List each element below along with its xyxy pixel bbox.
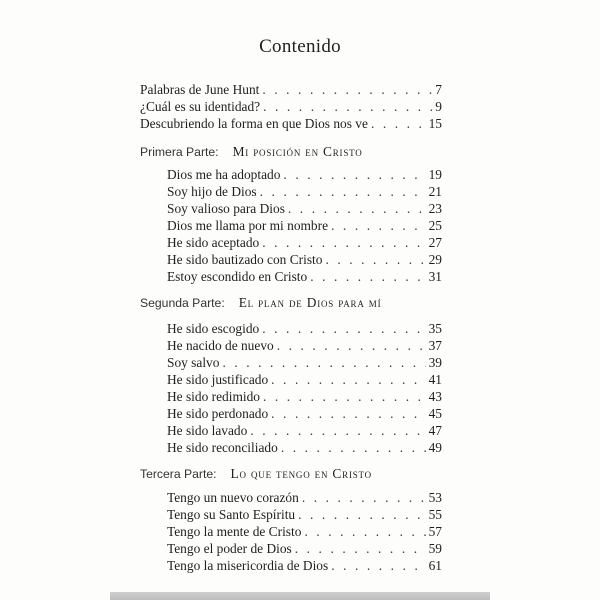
toc-entry-page: 9: [435, 99, 442, 114]
toc-entry-text: He sido justificado: [167, 372, 269, 387]
toc-entry-text: Palabras de June Hunt: [140, 82, 260, 97]
toc-entry: [167, 167, 442, 183]
toc-entry-text: Estoy escondido en Cristo: [167, 269, 308, 284]
page-title: Contenido: [259, 36, 341, 57]
toc-entry-text: Soy hijo de Dios: [167, 184, 257, 199]
toc-entry-page: 35: [428, 321, 442, 336]
part-heading: [140, 295, 381, 311]
toc-entry: [167, 440, 442, 456]
part-label: Tercera Parte:: [140, 467, 217, 481]
leader-dots: [262, 321, 425, 337]
toc-entry-text: He sido perdonado: [167, 406, 269, 421]
toc-entry-text: ¿Cuál es su identidad?: [140, 99, 261, 114]
part-label: Segunda Parte:: [140, 296, 225, 310]
toc-entry-page: 15: [428, 116, 442, 131]
toc-entry: [167, 423, 442, 439]
toc-entry-page: 37: [428, 338, 442, 353]
part-heading: [140, 466, 372, 482]
toc-entry: [140, 116, 442, 132]
toc-entry-page: 59: [428, 541, 442, 556]
toc-entry-page: 7: [435, 82, 442, 97]
leader-dots: [277, 338, 426, 354]
toc-entry-text: He sido bautizado con Cristo: [167, 252, 323, 267]
toc-entry: [167, 321, 442, 337]
toc-entry: [167, 338, 442, 354]
toc-entry-text: Dios me llama por mi nombre: [167, 218, 329, 233]
leader-dots: [262, 235, 425, 251]
toc-entry-text: He nacido de nuevo: [167, 338, 274, 353]
part-subtitle: Lo que tengo en Cristo: [230, 466, 372, 481]
leader-dots: [302, 490, 426, 506]
leader-dots: [271, 406, 425, 422]
leader-dots: [263, 389, 426, 405]
toc-entry-page: 41: [428, 372, 442, 387]
toc-entry: [167, 201, 442, 217]
leader-dots: [295, 541, 426, 557]
leader-dots: [263, 99, 432, 115]
page-bottom-edge: [110, 592, 490, 600]
toc-entry: [167, 355, 442, 371]
toc-entry-page: 31: [428, 269, 442, 284]
leader-dots: [260, 184, 426, 200]
leader-dots: [281, 440, 426, 456]
toc-entry-text: Tengo un nuevo corazón: [167, 490, 299, 505]
leader-dots: [310, 269, 425, 285]
toc-entry-text: Tengo la mente de Cristo: [167, 524, 302, 539]
toc-entry-text: He sido reconciliado: [167, 440, 278, 455]
leader-dots: [262, 82, 432, 98]
toc-entry-page: 55: [428, 507, 442, 522]
leader-dots: [271, 372, 425, 388]
toc-entry: [167, 406, 442, 422]
toc-entry: [167, 490, 442, 506]
toc-entry-text: Dios me ha adoptado: [167, 167, 281, 182]
toc-entry-text: He sido aceptado: [167, 235, 260, 250]
toc-entry-text: Soy valioso para Dios: [167, 201, 285, 216]
toc-entry: [167, 524, 442, 540]
toc-entry: [167, 269, 442, 285]
leader-dots: [222, 355, 425, 371]
toc-entry: [167, 184, 442, 200]
toc-entry: [167, 235, 442, 251]
leader-dots: [331, 558, 425, 574]
leader-dots: [371, 116, 426, 132]
toc-entry-page: 43: [428, 389, 442, 404]
toc-entry-text: He sido escogido: [167, 321, 260, 336]
part-subtitle: Mi posición en Cristo: [232, 144, 363, 159]
toc-entry-page: 57: [428, 524, 442, 539]
toc-entry: [167, 372, 442, 388]
toc-entry-text: Tengo el poder de Dios: [167, 541, 292, 556]
leader-dots: [288, 201, 426, 217]
toc-entry: [167, 252, 442, 268]
toc-entry-text: He sido redimido: [167, 389, 260, 404]
part-label: Primera Parte:: [140, 145, 219, 159]
part-subtitle: El plan de Dios para mí: [238, 295, 382, 310]
toc-entry: [167, 507, 442, 523]
toc-entry-page: 21: [428, 184, 442, 199]
toc-entry-page: 23: [428, 201, 442, 216]
toc-entry-page: 29: [428, 252, 442, 267]
toc-entry-text: Soy salvo: [167, 355, 220, 370]
toc-entry-page: 53: [428, 490, 442, 505]
toc-entry-page: 39: [428, 355, 442, 370]
toc-entry-page: 61: [428, 558, 442, 573]
toc-entry-text: Tengo su Santo Espíritu: [167, 507, 296, 522]
toc-entry-text: Tengo la misericordia de Dios: [167, 558, 329, 573]
toc-entry-text: Descubriendo la forma en que Dios nos ve: [140, 116, 368, 131]
leader-dots: [283, 167, 425, 183]
toc-entry: [140, 99, 442, 115]
toc-entry-page: 45: [428, 406, 442, 421]
toc-entry-page: 25: [428, 218, 442, 233]
toc-entry: [140, 82, 442, 98]
toc-entry-text: He sido lavado: [167, 423, 248, 438]
leader-dots: [250, 423, 425, 439]
leader-dots: [325, 252, 425, 268]
toc-entry-page: 47: [428, 423, 442, 438]
toc-entry: [167, 558, 442, 574]
toc-entry-page: 19: [428, 167, 442, 182]
toc-entry: [167, 218, 442, 234]
leader-dots: [331, 218, 426, 234]
toc-entry-page: 49: [428, 440, 442, 455]
part-heading: [140, 144, 363, 160]
toc-entry: [167, 389, 442, 405]
leader-dots: [298, 507, 425, 523]
toc-entry-page: 27: [428, 235, 442, 250]
leader-dots: [304, 524, 425, 540]
toc-entry: [167, 541, 442, 557]
